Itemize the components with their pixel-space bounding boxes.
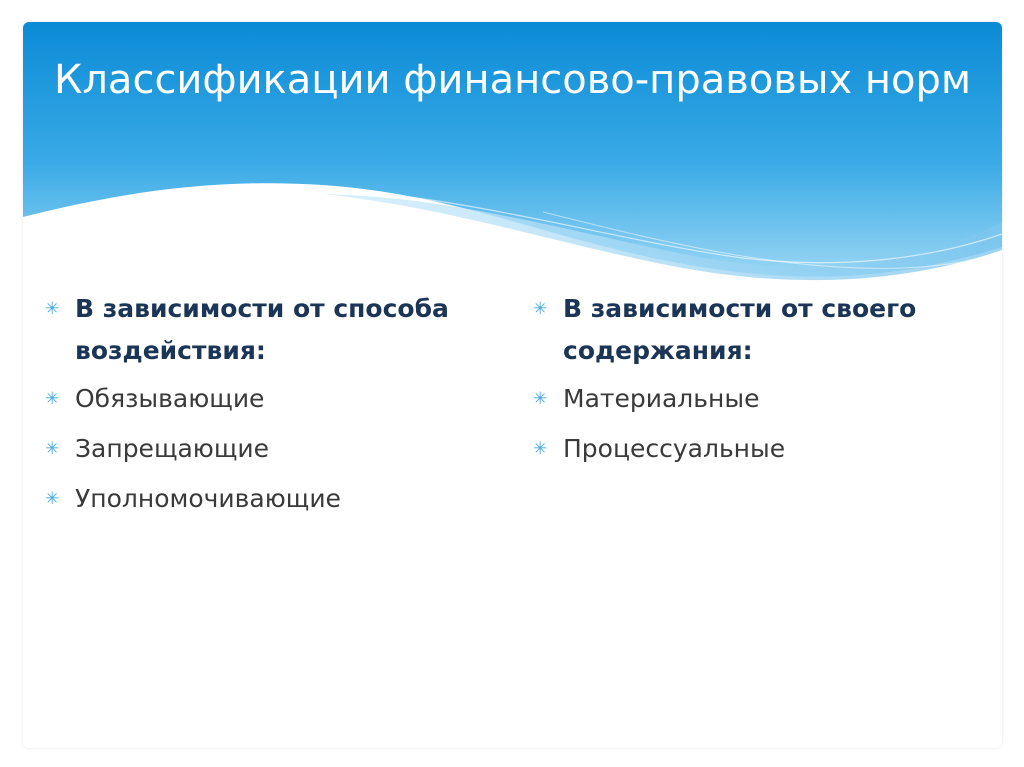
list-item-text: Процессуальные — [563, 434, 786, 463]
asterisk-bullet-icon: ✳ — [45, 389, 60, 409]
asterisk-bullet-icon: ✳ — [45, 299, 60, 319]
right-heading-text: В зависимости от своего содержания: — [563, 294, 917, 365]
slide — [23, 22, 1002, 748]
asterisk-bullet-icon: ✳ — [45, 489, 60, 509]
asterisk-bullet-icon: ✳ — [533, 439, 548, 459]
right-column-list — [531, 288, 971, 478]
left-heading-text: В зависимости от способа воздействия: — [75, 294, 449, 365]
asterisk-bullet-icon: ✳ — [533, 389, 548, 409]
left-column-list — [43, 288, 493, 528]
asterisk-bullet-icon: ✳ — [533, 299, 548, 319]
list-item-text: Материальные — [563, 384, 760, 413]
right-column-heading — [531, 288, 971, 372]
list-item — [531, 378, 971, 420]
list-item-text: Уполномочивающие — [75, 484, 341, 513]
list-item — [43, 428, 493, 470]
list-item — [43, 378, 493, 420]
list-item-text: Запрещающие — [75, 434, 270, 463]
left-column-heading — [43, 288, 493, 372]
list-item-text: Обязывающие — [75, 384, 265, 413]
asterisk-bullet-icon: ✳ — [45, 439, 60, 459]
slide-title: Классификации финансово-правовых норм — [53, 57, 972, 103]
list-item — [531, 428, 971, 470]
list-item — [43, 478, 493, 520]
